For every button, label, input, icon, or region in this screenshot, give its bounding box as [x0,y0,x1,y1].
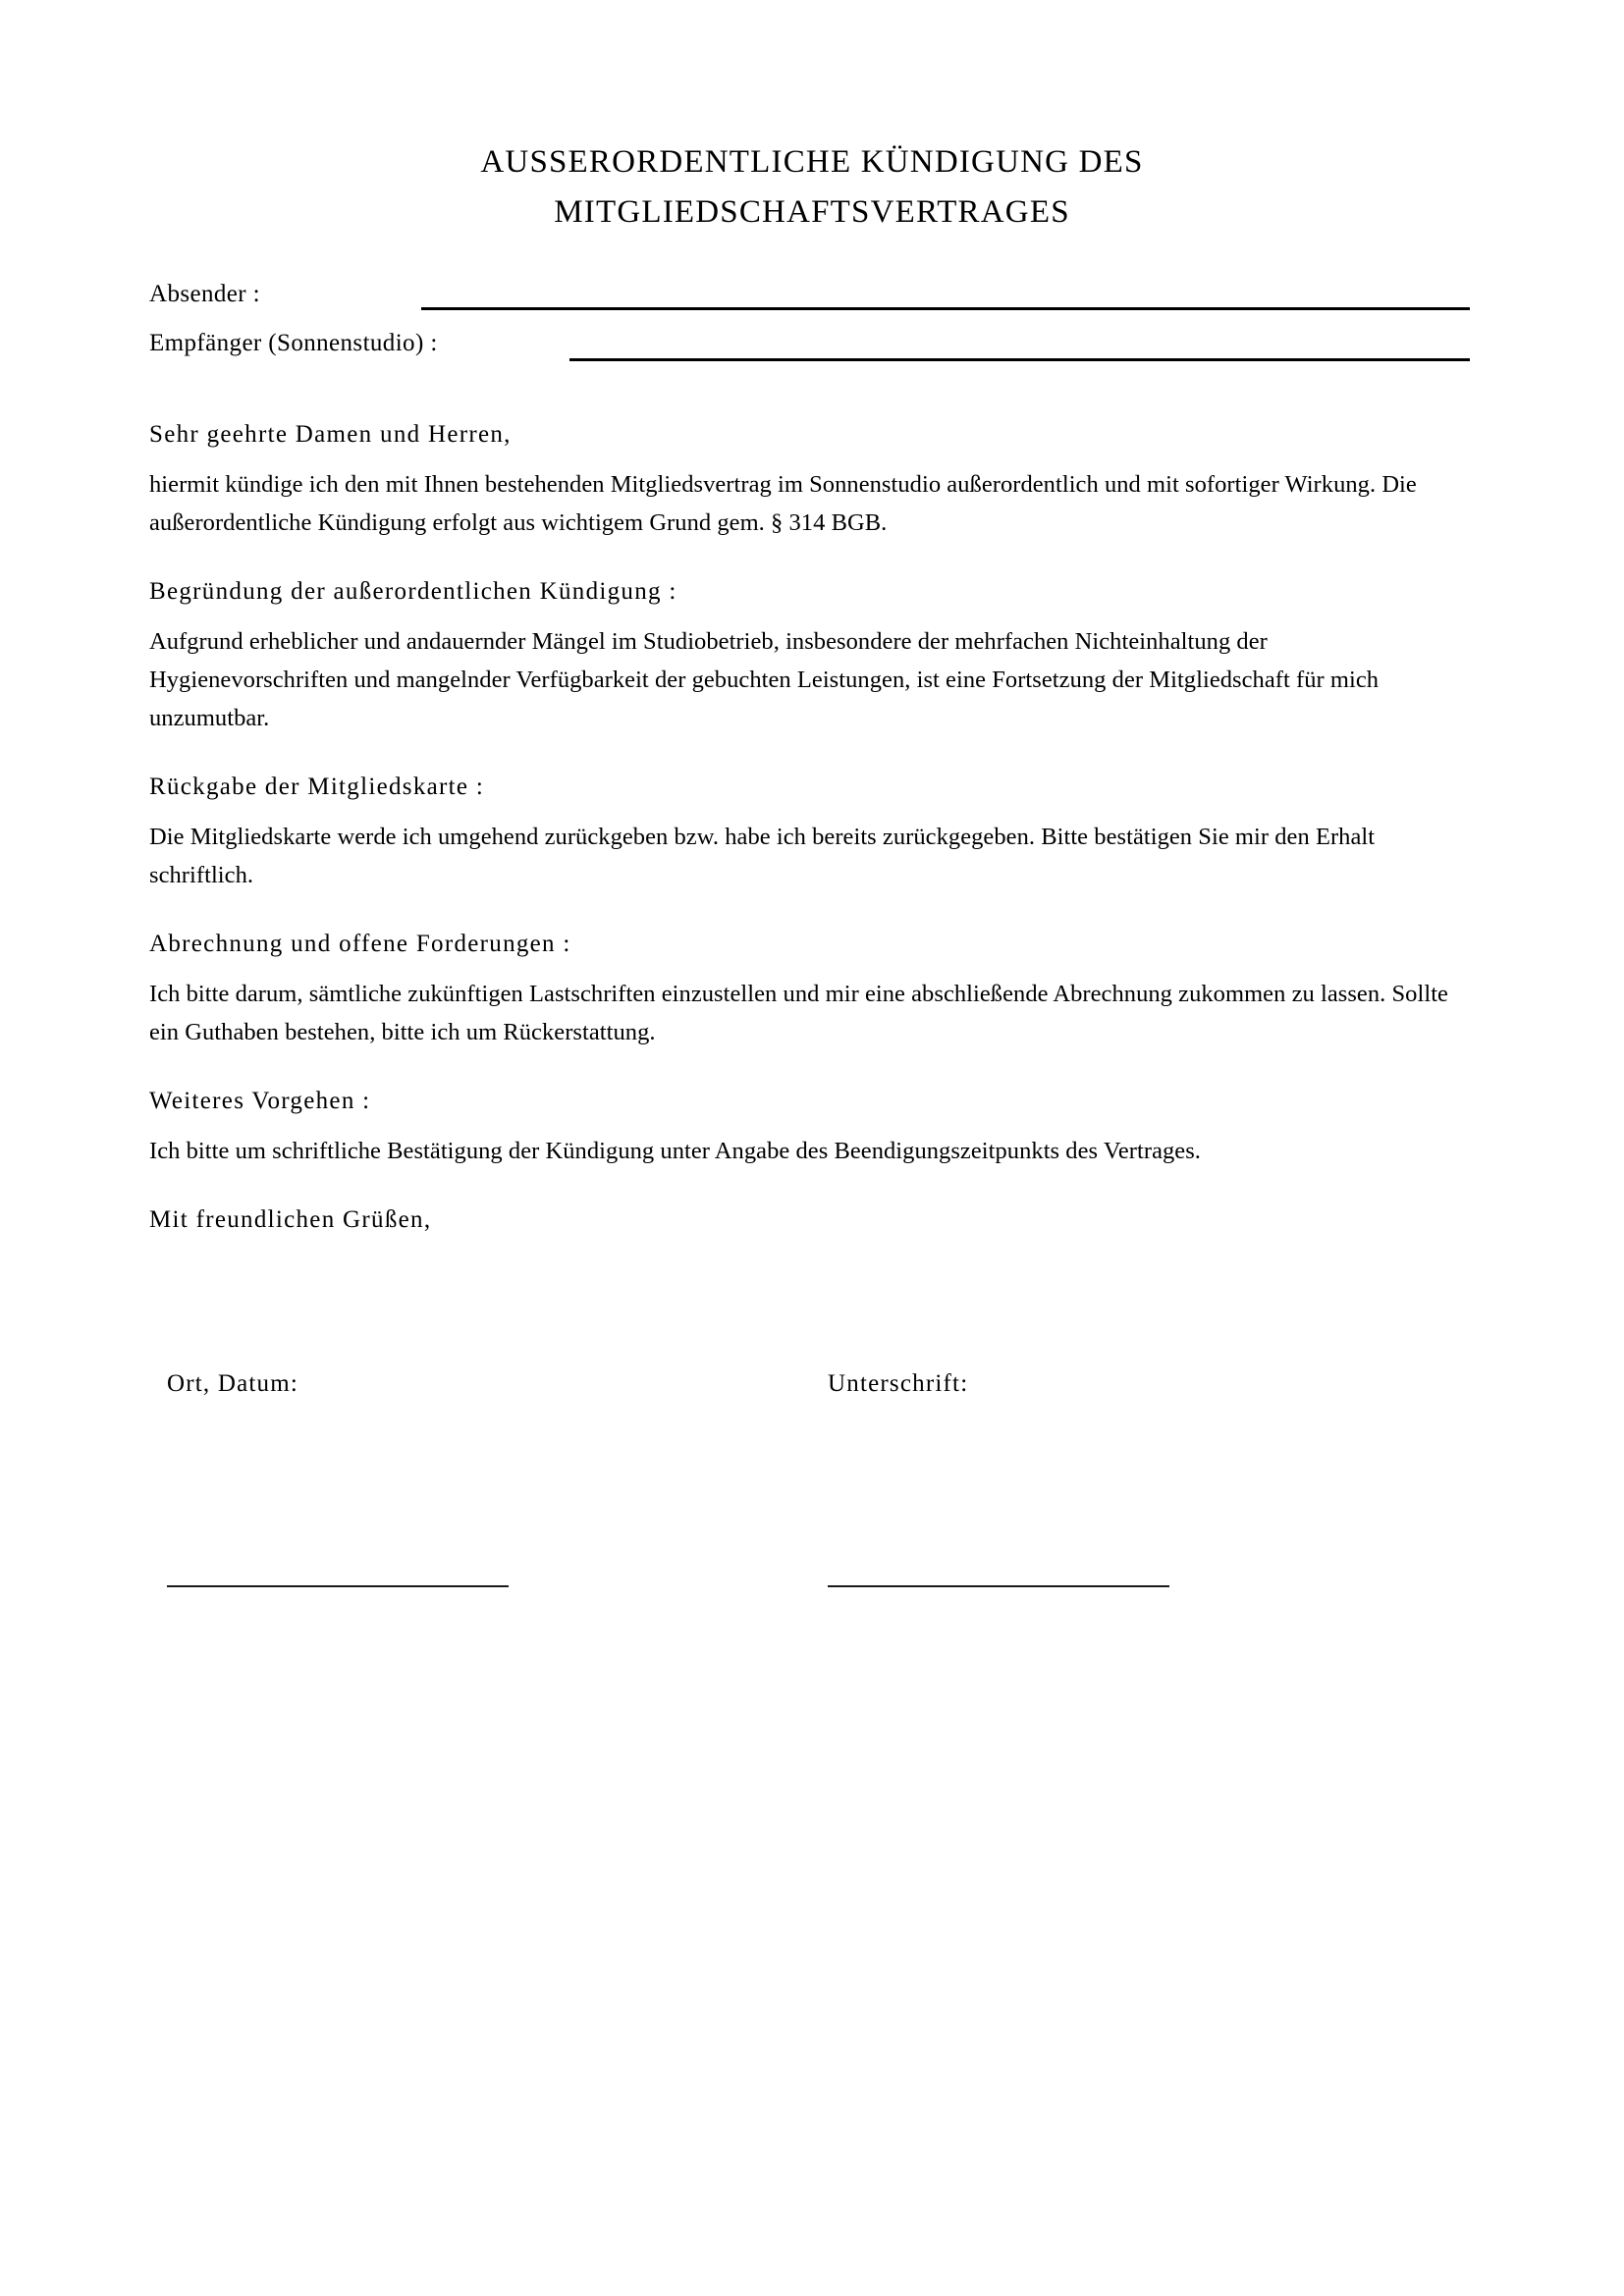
intro-text: hiermit kündige ich den mit Ihnen bestehenden Mitgliedsvertrag im Sonnenstudio außerordentlich und mit sofortiger Wirkung. Die außerordentliche Kündigung erfolgt aus wichtigem Grund gem. § 314 BGB. [149,471,1417,536]
page-title [0,137,1624,238]
section-text-begruendung: Aufgrund erheblicher und andauernder Mängel im Studiobetrieb, insbesondere der mehrfachen Nichteinhaltung der Hygienevorschriften und mangelnder Verfügbarkeit der gebuchten Leistungen, ist eine Fortsetzung der Mitgliedschaft für mich unzumutbar. [149,628,1380,731]
section-abrechnung [149,927,1457,1051]
section-begruendung [149,574,1457,737]
intro-section [149,465,1457,542]
address-block [149,278,1485,376]
section-heading-weiteres-vorgehen: Weiteres Vorgehen : [149,1088,371,1114]
recipient-row [149,327,1485,376]
signature-column [828,1367,968,1401]
page-title-line-1: AUSSERORDENTLICHE KÜNDIGUNG DES [480,144,1144,181]
section-weiteres-vorgehen [149,1084,1457,1170]
section-text-rueckgabe: Die Mitgliedskarte werde ich umgehend zurückgeben bzw. habe ich bereits zurückgegeben. Bitte bestätigen Sie mir den Erhalt schriftlich. [149,824,1376,888]
place-date-column [167,1367,298,1401]
section-rueckgabe [149,770,1457,894]
section-heading-rueckgabe: Rückgabe der Mitgliedskarte : [149,774,485,800]
signature-area [0,1367,1624,1623]
salutation: Sehr geehrte Damen und Herren, [149,421,512,448]
place-date-label: Ort, Datum: [167,1370,299,1397]
letter-body [149,417,1457,1238]
page-title-line-2: MITGLIEDSCHAFTSVERTRAGES [554,194,1070,231]
sender-row [149,278,1485,327]
sender-label: Absender : [149,281,260,307]
section-heading-abrechnung: Abrechnung und offene Forderungen : [149,931,571,957]
recipient-label: Empfänger (Sonnenstudio) : [149,330,438,356]
place-date-signature-line[interactable] [167,1585,509,1587]
signature-label: Unterschrift: [828,1370,969,1397]
section-heading-begruendung: Begründung der außerordentlichen Kündigung : [149,578,677,605]
closing-greeting: Mit freundlichen Grüßen, [149,1206,432,1233]
recipient-fill-in-line[interactable] [569,358,1470,361]
section-text-abrechnung: Ich bitte darum, sämtliche zukünftigen Lastschriften einzustellen und mir eine abschließende Abrechnung zukommen zu lassen. Sollte ein Guthaben bestehen, bitte ich um Rückerstattung. [149,981,1448,1045]
sender-fill-in-line[interactable] [421,307,1470,310]
signature-line[interactable] [828,1585,1169,1587]
section-text-weiteres-vorgehen: Ich bitte um schriftliche Bestätigung der Kündigung unter Angabe des Beendigungszeitpunkts des Vertrages. [149,1138,1201,1164]
